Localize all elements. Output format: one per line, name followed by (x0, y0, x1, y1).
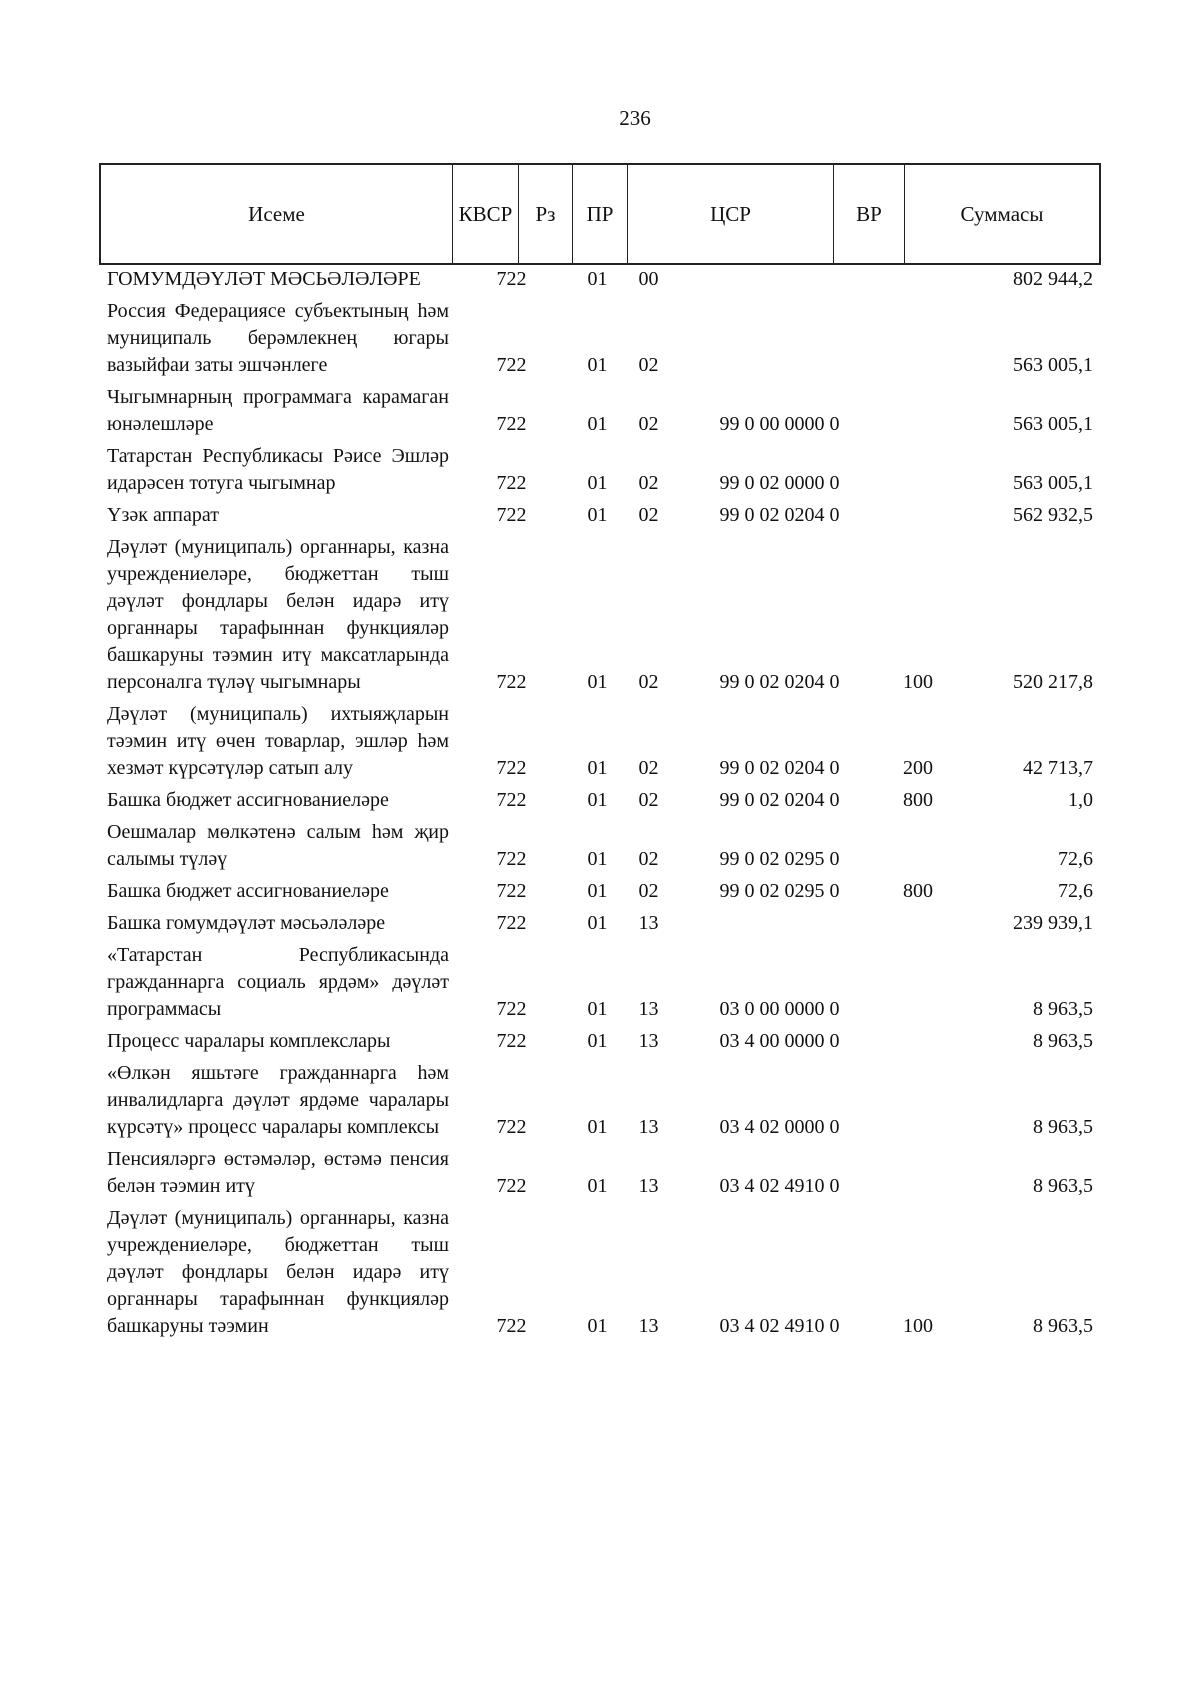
cell-name: Башка гомумдәүләт мәсьәләләре (107, 912, 386, 934)
cell-pr: 13 (638, 998, 659, 1020)
cell-sum: 8 963,5 (1033, 998, 1093, 1020)
cell-kvsr: 722 (496, 354, 527, 376)
header-csr: ЦСР (628, 165, 834, 263)
cell-rz: 01 (587, 998, 608, 1020)
cell-rz: 01 (587, 268, 608, 290)
cell-kvsr: 722 (496, 848, 527, 870)
cell-sum: 8 963,5 (1033, 1116, 1093, 1138)
cell-pr: 02 (638, 472, 659, 494)
cell-kvsr: 722 (496, 671, 527, 693)
cell-name: «Татарстан Республикасында гражданнарга социаль ярдәм» дәүләт программасы (107, 944, 449, 1020)
table-row (99, 701, 1101, 782)
cell-sum: 42 713,7 (1023, 757, 1093, 779)
cell-name: Үзәк аппарат (107, 504, 219, 526)
header-sum: Суммасы (960, 201, 1044, 226)
cell-rz: 01 (587, 1116, 608, 1138)
table-row (99, 910, 1101, 937)
cell-rz: 01 (587, 789, 608, 811)
cell-name: «Өлкән яшьтәге гражданнарга һәм инвалидларга дәүләт ярдәме чаралары күрсәтү» процесс чаралары комплексы (107, 1062, 449, 1138)
page-number (0, 106, 1200, 131)
table-row (99, 502, 1101, 529)
table-row (99, 878, 1101, 905)
cell-rz: 01 (587, 413, 608, 435)
cell-rz: 01 (587, 757, 608, 779)
cell-name: Чыгымнарның программага карамаган юнәлешләре (107, 386, 449, 435)
cell-pr: 13 (638, 1175, 659, 1197)
cell-pr: 02 (638, 789, 659, 811)
cell-csr: 99 0 02 0295 0 (719, 848, 840, 870)
cell-sum: 520 217,8 (1013, 671, 1093, 693)
table-row (99, 787, 1101, 814)
header-vr: ВР (834, 165, 905, 263)
table-row (99, 819, 1101, 873)
header-kvsr: КВСР (453, 165, 519, 263)
cell-name: Татарстан Республикасы Рәисе Эшләр идарәсен тотуга чыгымнар (107, 445, 449, 494)
cell-csr: 03 4 02 4910 0 (719, 1315, 840, 1337)
cell-kvsr: 722 (496, 912, 527, 934)
cell-rz: 01 (587, 880, 608, 902)
cell-sum: 562 932,5 (1013, 504, 1093, 526)
cell-rz: 01 (587, 1175, 608, 1197)
header-name: Исеме (101, 165, 453, 263)
cell-pr: 02 (638, 880, 659, 902)
cell-sum: 72,6 (1058, 848, 1093, 870)
cell-rz: 01 (587, 671, 608, 693)
cell-kvsr: 722 (496, 998, 527, 1020)
table-row (99, 266, 1101, 293)
cell-name: Башка бюджет ассигнованиеләре (107, 880, 389, 902)
table-row (99, 1146, 1101, 1200)
cell-sum: 802 944,2 (1013, 268, 1093, 290)
table-row (99, 1028, 1101, 1055)
cell-kvsr: 722 (496, 1116, 527, 1138)
cell-csr: 99 0 02 0204 0 (719, 504, 840, 526)
cell-name: Дәүләт (муниципаль) ихтыяҗларын тәэмин итү өчен товарлар, эшләр һәм хезмәт күрсәтүләр сатып алу (107, 703, 449, 779)
cell-vr: 100 (903, 1315, 933, 1337)
cell-vr: 200 (903, 757, 933, 779)
cell-sum: 72,6 (1058, 880, 1093, 902)
cell-kvsr: 722 (496, 268, 527, 290)
cell-name: Дәүләт (муниципаль) органнары, казна учреждениеләре, бюджеттан тыш дәүләт фондлары белән идарә итү органнары тарафыннан функцияләр башкаруны тәэмин (107, 1207, 449, 1337)
table-header (99, 163, 1101, 265)
cell-csr: 99 0 02 0000 0 (719, 472, 840, 494)
table-row (99, 942, 1101, 1023)
cell-kvsr: 722 (496, 880, 527, 902)
table-row (99, 384, 1101, 438)
cell-name: Россия Федерациясе субъектының һәм муниципаль берәмлекнең югары вазыйфаи заты эшчәнлеге (107, 300, 449, 376)
cell-pr: 02 (638, 413, 659, 435)
table-row (99, 534, 1101, 696)
cell-sum: 563 005,1 (1013, 472, 1093, 494)
table-row (99, 298, 1101, 379)
table-row (99, 1060, 1101, 1141)
header-rz: Рз (519, 165, 573, 263)
cell-sum: 239 939,1 (1013, 912, 1093, 934)
table-body (99, 266, 1101, 1345)
cell-sum: 1,0 (1068, 789, 1093, 811)
cell-name: Пенсияләргә өстәмәләр, өстәмә пенсия белән тәэмин итү (107, 1148, 449, 1197)
cell-sum: 563 005,1 (1013, 354, 1093, 376)
cell-csr: 03 0 00 0000 0 (719, 998, 840, 1020)
cell-sum: 8 963,5 (1033, 1030, 1093, 1052)
cell-sum: 563 005,1 (1013, 413, 1093, 435)
cell-rz: 01 (587, 1315, 608, 1337)
cell-csr: 03 4 02 4910 0 (719, 1175, 840, 1197)
cell-kvsr: 722 (496, 504, 527, 526)
cell-rz: 01 (587, 504, 608, 526)
cell-rz: 01 (587, 848, 608, 870)
cell-pr: 02 (638, 848, 659, 870)
cell-sum: 8 963,5 (1033, 1175, 1093, 1197)
cell-vr: 100 (903, 671, 933, 693)
cell-pr: 02 (638, 671, 659, 693)
cell-name: Процесс чаралары комплекслары (107, 1030, 391, 1052)
cell-csr: 03 4 02 0000 0 (719, 1116, 840, 1138)
cell-pr: 02 (638, 504, 659, 526)
cell-pr: 00 (638, 268, 659, 290)
cell-rz: 01 (587, 472, 608, 494)
cell-pr: 13 (638, 1030, 659, 1052)
header-pr: ПР (573, 165, 628, 263)
cell-csr: 99 0 00 0000 0 (719, 413, 840, 435)
cell-name: ГОМУМДӘҮЛӘТ МӘСЬӘЛӘЛӘРЕ (107, 268, 421, 290)
cell-name: Дәүләт (муниципаль) органнары, казна учреждениеләре, бюджеттан тыш дәүләт фондлары белән идарә итү органнары тарафыннан функцияләр башкаруны тәэмин итү максатларында персоналга түләү чыгымнары (107, 536, 449, 693)
cell-kvsr: 722 (496, 1175, 527, 1197)
cell-sum: 8 963,5 (1033, 1315, 1093, 1337)
cell-csr: 99 0 02 0204 0 (719, 757, 840, 779)
cell-csr: 99 0 02 0295 0 (719, 880, 840, 902)
cell-csr: 03 4 00 0000 0 (719, 1030, 840, 1052)
cell-pr: 13 (638, 1116, 659, 1138)
page-number-text: 236 (619, 106, 651, 130)
cell-pr: 13 (638, 1315, 659, 1337)
cell-name: Оешмалар мөлкәтенә салым һәм җир салымы түләү (107, 821, 449, 870)
cell-vr: 800 (903, 880, 933, 902)
cell-csr: 99 0 02 0204 0 (719, 789, 840, 811)
cell-vr: 800 (903, 789, 933, 811)
cell-kvsr: 722 (496, 413, 527, 435)
cell-rz: 01 (587, 1030, 608, 1052)
cell-kvsr: 722 (496, 789, 527, 811)
cell-rz: 01 (587, 912, 608, 934)
cell-pr: 02 (638, 757, 659, 779)
cell-rz: 01 (587, 354, 608, 376)
cell-kvsr: 722 (496, 472, 527, 494)
cell-kvsr: 722 (496, 1315, 527, 1337)
cell-name: Башка бюджет ассигнованиеләре (107, 789, 389, 811)
cell-pr: 13 (638, 912, 659, 934)
cell-kvsr: 722 (496, 757, 527, 779)
cell-csr: 99 0 02 0204 0 (719, 671, 840, 693)
cell-pr: 02 (638, 354, 659, 376)
cell-kvsr: 722 (496, 1030, 527, 1052)
table-row (99, 1205, 1101, 1340)
table-row (99, 443, 1101, 497)
